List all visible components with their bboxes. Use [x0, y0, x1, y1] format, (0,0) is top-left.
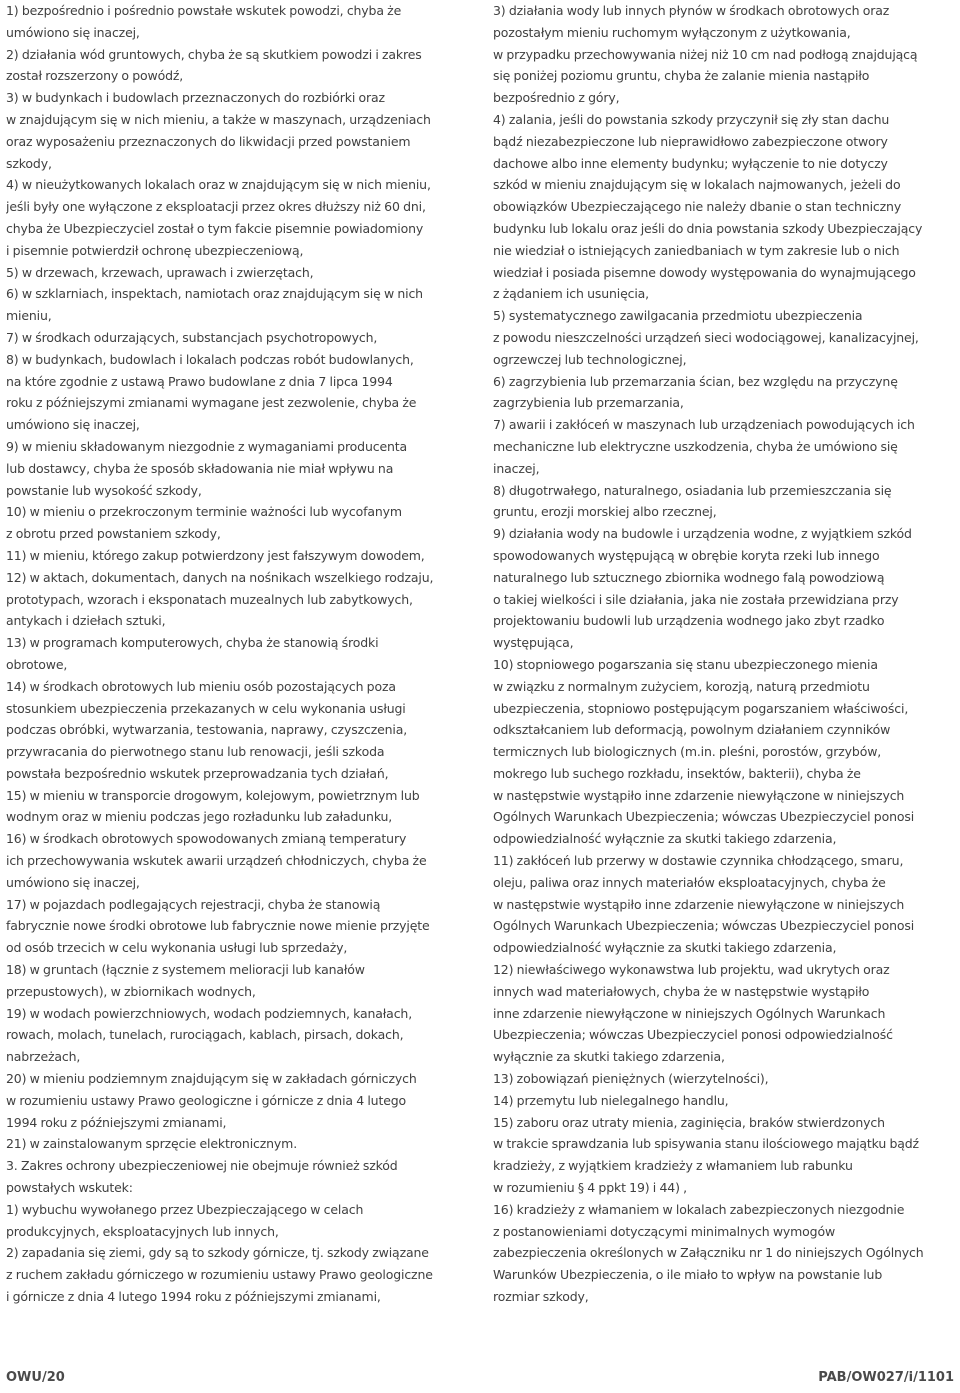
text-line: odpowiedzialność wyłącznie za skutki takiego zdarzenia, — [493, 940, 837, 956]
text-line: 7) awarii i zakłóceń w maszynach lub urządzeniach powodujących ich — [493, 417, 915, 433]
text-line: Ogólnych Warunkach Ubezpieczenia; wówczas Ubezpieczyciel ponosi — [493, 918, 915, 934]
text-line: 5) systematycznego zawilgacania przedmiotu ubezpieczenia — [493, 308, 863, 324]
text-line: kradzieży, z wyjątkiem kradzieży z włamaniem lub rabunku — [493, 1158, 853, 1174]
text-line: rozmiar szkody, — [493, 1289, 589, 1305]
text-line: Ogólnych Warunkach Ubezpieczenia; wówczas Ubezpieczyciel ponosi — [493, 809, 915, 825]
text-line: z powodu nieszczelności urządzeń sieci wodociągowej, kanalizacyjnej, — [493, 329, 919, 345]
text-line: innych wad materiałowych, chyba że w następstwie wystąpiło — [493, 983, 870, 999]
text-line: szkód w mieniu znajdującym się w lokalach najmowanych, jeżeli do — [493, 177, 901, 193]
text-line: od osób trzecich w celu wykonania usługi lub sprzedaży, — [6, 940, 348, 956]
text-line: obrotowe, — [6, 656, 68, 672]
text-line: odkształcaniem lub deformacją, powolnym działaniem czynników — [493, 722, 891, 738]
text-line: zagrzybienia lub przemarzania, — [493, 395, 684, 411]
text-line: 16) w środkach obrotowych spowodowanych zmianą temperatury — [6, 831, 407, 847]
text-line: 3) działania wody lub innych płynów w środkach obrotowych oraz — [493, 3, 890, 18]
text-line: bądź niezabezpieczone lub nieprawidłowo zabezpieczone otwory — [493, 133, 888, 149]
text-line: nabrzeżach, — [6, 1049, 81, 1065]
text-line: 13) zobowiązań pieniężnych (wierzytelności), — [493, 1071, 769, 1087]
text-line: wodnym oraz w mieniu podczas jego rozładunku lub załadunku, — [6, 809, 393, 825]
text-line: nie wiedział o istniejących zaniedbaniach w tym zakresie lub o nich — [493, 242, 900, 258]
text-line: 15) zaboru oraz utraty mienia, zaginięcia, braków stwierdzonych — [493, 1114, 885, 1130]
text-line: 12) niewłaściwego wykonawstwa lub projektu, wad ukrytych oraz — [493, 962, 890, 978]
text-line: fabrycznie nowe środki obrotowe lub fabrycznie nowe mienie przyjęte — [6, 918, 430, 934]
text-line: ogrzewczej lub technologicznej, — [493, 351, 687, 367]
text-line: inaczej, — [493, 460, 540, 476]
text-line: w znajdującym się w nich mieniu, a także w maszynach, urządzeniach — [6, 111, 431, 127]
text-line: oraz wyposażeniu przeznaczonych do likwidacji przed powstaniem — [6, 133, 411, 149]
text-line: naturalnego lub sztucznego zbiornika wodnego falą powodziową — [493, 569, 885, 585]
text-line: powstanie lub wysokość szkody, — [6, 482, 202, 498]
text-line: został rozszerzony o powódź, — [6, 68, 184, 84]
text-line: w następstwie wystąpiło inne zdarzenie niewyłączone w niniejszych — [493, 896, 905, 912]
text-line: pozostałym mieniu ruchomym wyłączonym z użytkowania, — [493, 24, 851, 40]
text-line: roku z późniejszymi zmianami wymagane jest zezwolenie, chyba że — [6, 395, 417, 411]
text-line: umówiono się inaczej, — [6, 417, 140, 433]
text-line: 6) w szklarniach, inspektach, namiotach oraz znajdującym się w nich — [6, 286, 423, 302]
text-line: w związku z normalnym zużyciem, korozją, naturą przedmiotu — [493, 678, 870, 694]
text-line: 3. Zakres ochrony ubezpieczeniowej nie obejmuje również szkód — [6, 1158, 398, 1174]
text-line: z obrotu przed powstaniem szkody, — [6, 526, 221, 542]
footer-document-code: OWU/20 — [6, 1370, 65, 1385]
text-line: z postanowieniami dotyczącymi minimalnych wymogów — [493, 1223, 836, 1239]
text-line: w rozumieniu § 4 ppkt 19) i 44) , — [493, 1180, 687, 1196]
text-line: powstała bezpośrednio wskutek przeprowadzania tych działań, — [6, 765, 389, 781]
text-line: spowodowanych występującą w obrębie koryta rzeki lub innego — [493, 547, 880, 563]
text-line: w rozumieniu ustawy Prawo geologiczne i górnicze z dnia 4 lutego — [6, 1092, 407, 1108]
text-line: 14) przemytu lub nielegalnego handlu, — [493, 1092, 729, 1108]
text-line: 1994 roku z późniejszymi zmianami, — [6, 1114, 227, 1130]
text-line: Ubezpieczenia; wówczas Ubezpieczyciel ponosi odpowiedzialność — [493, 1027, 893, 1043]
text-line: w przypadku przechowywania niżej niż 10 cm nad podłogą znajdującą — [493, 46, 918, 62]
text-line: wyłącznie za skutki takiego zdarzenia, — [493, 1049, 725, 1065]
text-line: 4) zalania, jeśli do powstania szkody przyczynił się zły stan dachu — [493, 111, 890, 127]
text-line: gruntu, erozji morskiej albo rzecznej, — [493, 504, 717, 520]
text-line: ich przechowywania wskutek awarii urządzeń chłodniczych, chyba że — [6, 853, 427, 869]
text-line: 8) w budynkach, budowlach i lokalach podczas robót budowlanych, — [6, 351, 414, 367]
text-line: wiedział i posiada pisemne dowody występowania do wynajmującego — [493, 264, 916, 280]
text-line: zabezpieczenia określonych w Załączniku nr 1 do niniejszych Ogólnych — [493, 1245, 924, 1261]
text-line: lub dostawcy, chyba że sposób składowania nie miał wpływu na — [6, 460, 394, 476]
text-line: stosunkiem ubezpieczenia przekazanych w celu wykonania usługi — [6, 700, 406, 716]
text-line: 3) w budynkach i budowlach przeznaczonych do rozbiórki oraz — [6, 90, 385, 106]
text-line: 7) w środkach odurzających, substancjach psychotropowych, — [6, 329, 378, 345]
text-line: 11) zakłóceń lub przerwy w dostawie czynnika chłodzącego, smaru, — [493, 853, 904, 869]
text-line: 17) w pojazdach podlegających rejestracji, chyba że stanowią — [6, 896, 381, 912]
text-line: 13) w programach komputerowych, chyba że stanowią środki — [6, 635, 379, 651]
text-line: się poniżej poziomu gruntu, chyba że zalanie mienia nastąpiło — [493, 68, 870, 84]
text-line: 10) stopniowego pogarszania się stanu ubezpieczonego mienia — [493, 656, 878, 672]
text-line: 12) w aktach, dokumentach, danych na nośnikach wszelkiego rodzaju, — [6, 569, 434, 585]
text-line: antykach i dziełach sztuki, — [6, 613, 166, 629]
text-line: odpowiedzialność wyłącznie za skutki takiego zdarzenia, — [493, 831, 837, 847]
text-line: 19) w wodach powierzchniowych, wodach podziemnych, kanałach, — [6, 1005, 413, 1021]
footer-form-code: PAB/OW027/i/1101 — [818, 1370, 954, 1385]
text-line: mechaniczne lub elektryczne uszkodzenia, chyba że umówiono się — [493, 438, 898, 454]
text-line: 1) bezpośrednio i pośrednio powstałe wskutek powodzi, chyba że — [6, 3, 402, 18]
text-line: 4) w nieużytkowanych lokalach oraz w znajdującym się w nich mieniu, — [6, 177, 431, 193]
text-line: szkody, — [6, 155, 52, 171]
text-line: termicznych lub biologicznych (m.in. pleśni, porostów, grzybów, — [493, 744, 882, 760]
text-line: 6) zagrzybienia lub przemarzania ścian, bez względu na przyczynę — [493, 373, 898, 389]
text-line: 8) długotrwałego, naturalnego, osiadania lub przemieszczania się — [493, 482, 892, 498]
text-line: 10) w mieniu o przekroczonym terminie ważności lub wycofanym — [6, 504, 402, 520]
text-line: i pisemnie potwierdził ochronę ubezpieczeniową, — [6, 242, 304, 258]
text-line: produkcyjnych, eksploatacyjnych lub innych, — [6, 1223, 279, 1239]
text-line: o takiej wielkości i sile działania, jaka nie została przewidziana przy — [493, 591, 899, 607]
text-line: prototypach, wzorach i eksponatach muzealnych lub zabytkowych, — [6, 591, 413, 607]
text-line: przepustowych), w zbiornikach wodnych, — [6, 983, 256, 999]
text-line: na które zgodnie z ustawą Prawo budowlane z dnia 7 lipca 1994 — [6, 373, 393, 389]
text-line: 5) w drzewach, krzewach, uprawach i zwierzętach, — [6, 264, 314, 280]
text-line: 21) w zainstalowanym sprzęcie elektronicznym. — [6, 1136, 298, 1152]
text-line: i górnicze z dnia 4 lutego 1994 roku z późniejszymi zmianami, — [6, 1289, 381, 1305]
left-column — [6, 0, 472, 1308]
text-line: 20) w mieniu podziemnym znajdującym się w zakładach górniczych — [6, 1071, 417, 1087]
text-line: dachowe albo inne elementy budynku; wyłączenie to nie dotyczy — [493, 155, 888, 171]
text-line: obowiązków Ubezpieczającego nie należy dbanie o stan techniczny — [493, 199, 902, 215]
text-line: budynku lub lokalu oraz jeśli do dnia powstania szkody Ubezpieczający — [493, 220, 923, 236]
text-line: 9) w mieniu składowanym niezgodnie z wymaganiami producenta — [6, 438, 408, 454]
text-line: umówiono się inaczej, — [6, 24, 140, 40]
text-line: mokrego lub suchego rozkładu, insektów, bakterii), chyba że — [493, 765, 861, 781]
text-line: 14) w środkach obrotowych lub mieniu osób pozostających poza — [6, 678, 396, 694]
text-line: z żądaniem ich usunięcia, — [493, 286, 649, 302]
text-line: 2) zapadania się ziemi, gdy są to szkody górnicze, tj. szkody związane — [6, 1245, 429, 1261]
text-line: projektowaniu budowli lub urządzenia wodnego jako zbyt rzadko — [493, 613, 885, 629]
text-line: rowach, molach, tunelach, rurociągach, kablach, pirsach, dokach, — [6, 1027, 404, 1043]
text-line: umówiono się inaczej, — [6, 874, 140, 890]
text-line: z ruchem zakładu górniczego w rozumieniu ustawy Prawo geologiczne — [6, 1267, 433, 1283]
text-line: 11) w mieniu, którego zakup potwierdzony jest fałszywym dowodem, — [6, 547, 425, 563]
right-column — [493, 0, 955, 1308]
text-line: powstałych wskutek: — [6, 1180, 133, 1196]
text-line: 1) wybuchu wywołanego przez Ubezpieczającego w celach — [6, 1201, 364, 1217]
text-line: w trakcie sprawdzania lub spisywania stanu ilościowego majątku bądź — [493, 1136, 919, 1152]
text-line: jeśli były one wyłączone z eksploatacji przez okres dłuższy niż 60 dni, — [6, 199, 426, 215]
text-line: chyba że Ubezpieczyciel został o tym fakcie pisemnie powiadomiony — [6, 220, 424, 236]
text-line: 18) w gruntach (łącznie z systemem melioracji lub kanałów — [6, 962, 365, 978]
text-line: bezpośrednio z góry, — [493, 90, 620, 106]
text-line: 2) działania wód gruntowych, chyba że są skutkiem powodzi i zakres — [6, 46, 422, 62]
text-line: inne zdarzenie niewyłączone w niniejszych Ogólnych Warunkach — [493, 1005, 886, 1021]
text-line: Warunków Ubezpieczenia, o ile miało to wpływ na powstanie lub — [493, 1267, 883, 1283]
text-line: 16) kradzieży z włamaniem w lokalach zabezpieczonych niezgodnie — [493, 1201, 905, 1217]
text-line: ubezpieczenia, stopniowo postępującym pogarszaniem właściwości, — [493, 700, 909, 716]
text-line: mieniu, — [6, 308, 52, 324]
text-line: w następstwie wystąpiło inne zdarzenie niewyłączone w niniejszych — [493, 787, 905, 803]
text-line: przywracania do pierwotnego stanu lub renowacji, jeśli szkoda — [6, 744, 385, 760]
text-line: 9) działania wody na budowle i urządzenia wodne, z wyjątkiem szkód — [493, 526, 912, 542]
text-line: 15) w mieniu w transporcie drogowym, kolejowym, powietrznym lub — [6, 787, 420, 803]
text-line: występująca, — [493, 635, 574, 651]
text-line: podczas obróbki, wytwarzania, testowania, naprawy, czyszczenia, — [6, 722, 408, 738]
text-line: oleju, paliwa oraz innych materiałów eksploatacyjnych, chyba że — [493, 874, 886, 890]
